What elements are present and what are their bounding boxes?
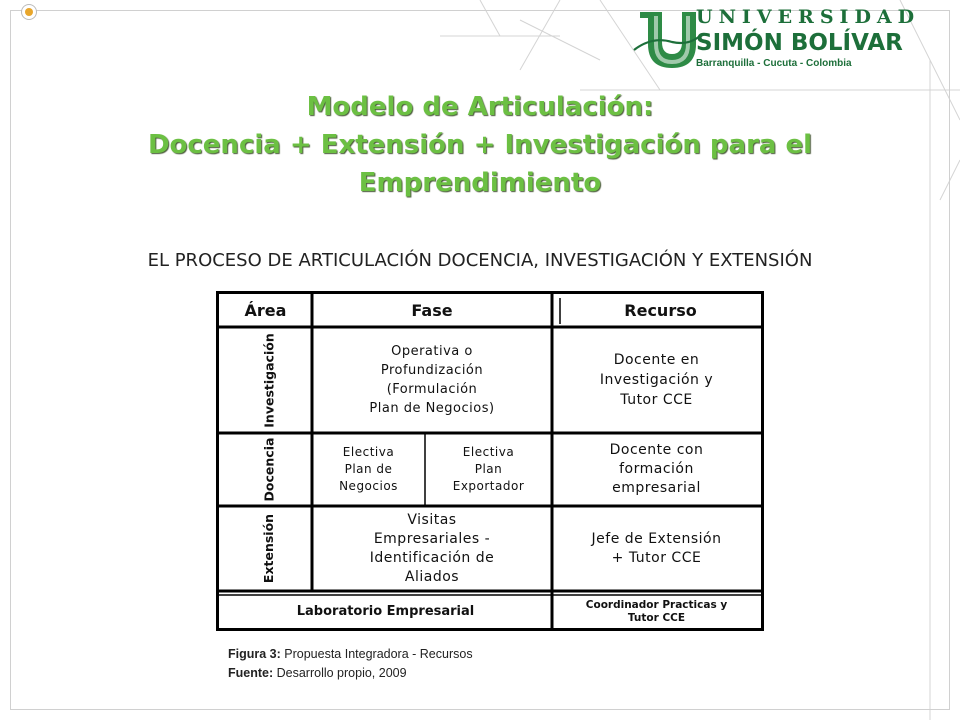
caption-source-line: Fuente: Desarrollo propio, 2009 bbox=[228, 666, 407, 680]
fase-extension: Visitas Empresariales - Identificación de Aliados bbox=[369, 511, 495, 585]
area-docencia: Docencia bbox=[261, 437, 277, 502]
header-fase: Fase bbox=[411, 301, 453, 320]
fase-docencia-electiva-plan-exportador: Electiva Plan Exportador bbox=[452, 445, 525, 493]
header-recurso: Recurso bbox=[624, 301, 697, 320]
logo-university-text: UNIVERSIDAD bbox=[696, 6, 921, 28]
area-extension: Extensión bbox=[261, 513, 277, 584]
accent-dot bbox=[22, 5, 36, 19]
header-area: Área bbox=[244, 301, 287, 320]
recurso-extension: Jefe de Extensión + Tutor CCE bbox=[591, 530, 722, 566]
slide-subtitle: EL PROCESO DE ARTICULACIÓN DOCENCIA, INVESTIGACIÓN Y EXTENSIÓN bbox=[147, 250, 813, 271]
recurso-investigacion: Docente en Investigación y Tutor CCE bbox=[599, 352, 714, 408]
articulation-table-figure bbox=[216, 291, 764, 631]
recurso-laboratorio: Coordinador Practicas y Tutor CCE bbox=[585, 598, 728, 624]
laboratorio-empresarial-label: Laboratorio Empresarial bbox=[296, 604, 475, 619]
title-line-2: Docencia + Extensión + Investigación para el bbox=[147, 130, 813, 160]
area-investigacion: Investigación bbox=[261, 332, 277, 428]
title-line-3: Emprendimiento bbox=[358, 168, 602, 198]
logo-cities-text: Barranquilla - Cucuta - Colombia bbox=[696, 58, 852, 69]
slide-title bbox=[60, 88, 900, 202]
logo-name-text: SIMÓN BOLÍVAR bbox=[696, 30, 903, 56]
fase-docencia-electiva-plan-negocios: Electiva Plan de Negocios bbox=[339, 445, 398, 493]
recurso-docencia: Docente con formación empresarial bbox=[609, 442, 704, 496]
caption-figure-line: Figura 3: Propuesta Integradora - Recursos bbox=[228, 647, 473, 661]
figure-caption bbox=[228, 645, 473, 683]
title-line-1: Modelo de Articulación: bbox=[306, 92, 654, 122]
fase-investigacion: Operativa o Profundización (Formulación Plan de Negocios) bbox=[369, 344, 495, 416]
